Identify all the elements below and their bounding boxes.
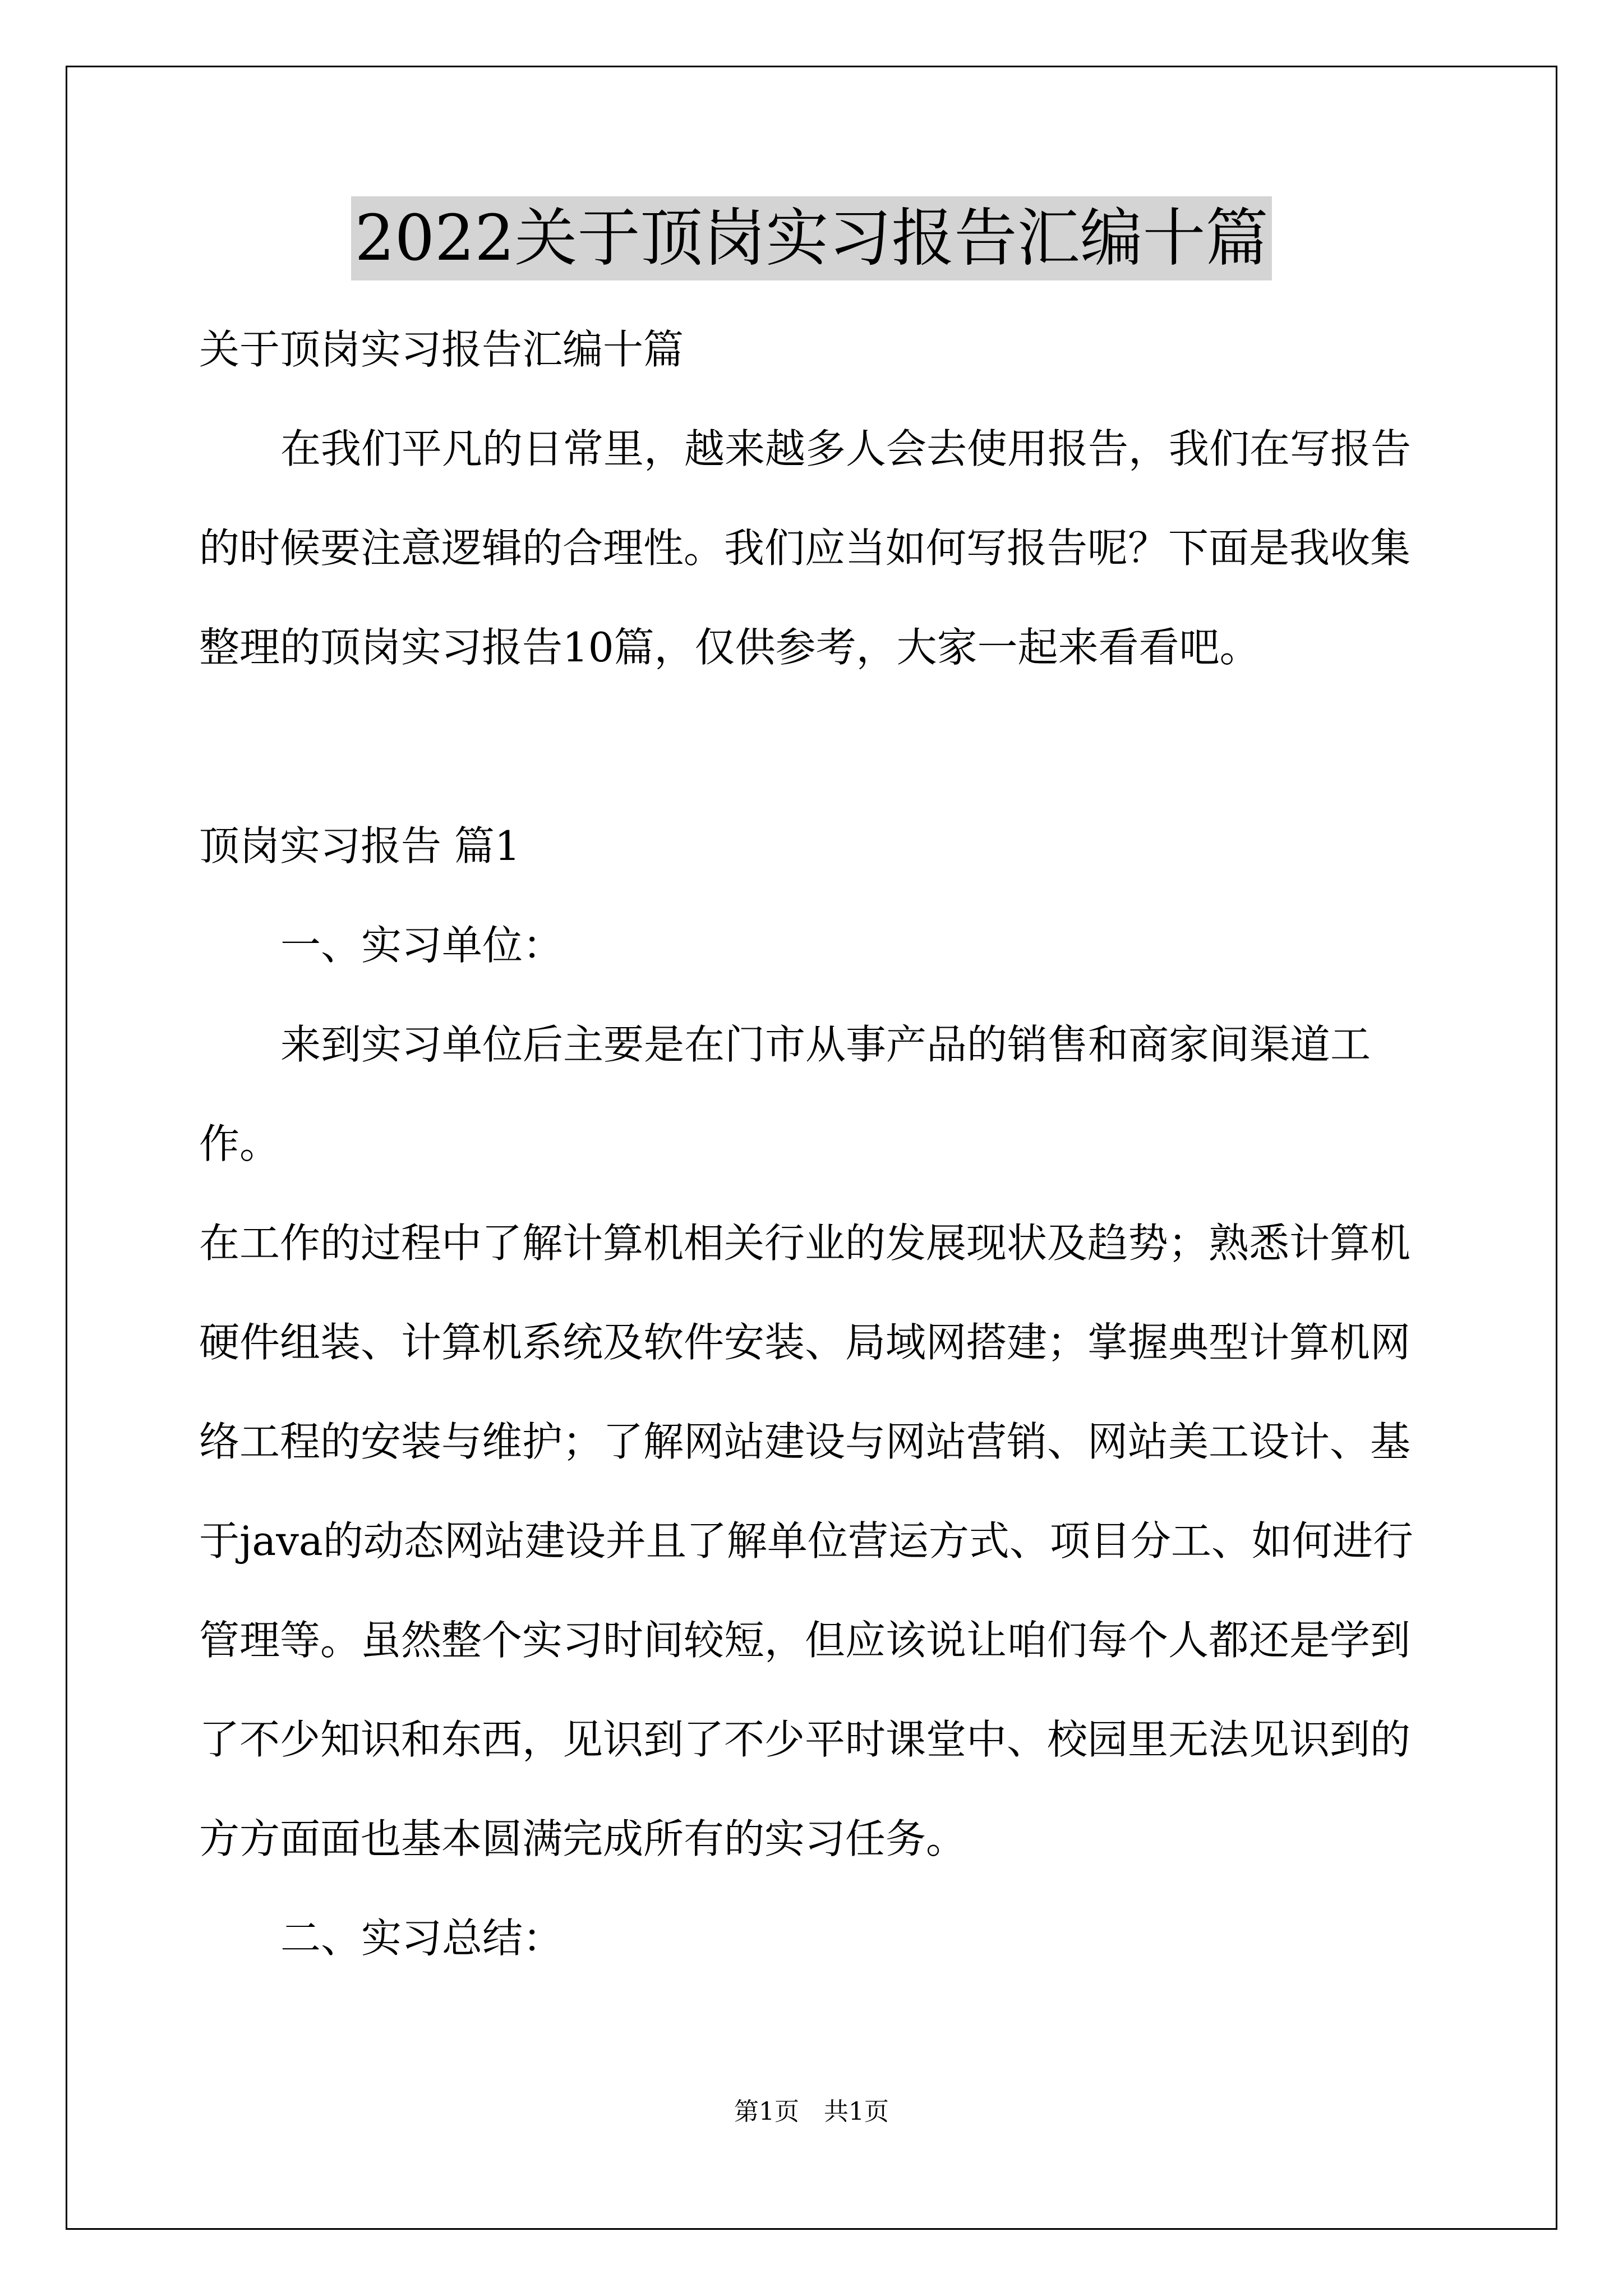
section-heading: 顶岗实习报告 篇1 [199, 822, 520, 869]
document-title: 2022关于顶岗实习报告汇编十篇 [351, 196, 1271, 280]
part1-line-2: 在工作的过程中了解计算机相关行业的发展现状及趋势；熟悉计算机 [199, 1220, 1411, 1267]
intro-line-2: 的时候要注意逻辑的合理性。我们应当如何写报告呢？下面是我收集 [199, 524, 1411, 572]
part1-line-7: 了不少知识和东西，见识到了不少平时课堂中、校园里无法见识到的 [199, 1716, 1411, 1763]
part1-line-6: 管理等。虽然整个实习时间较短，但应该说让咱们每个人都还是学到 [199, 1617, 1411, 1664]
part1-line-4: 络工程的安装与维护；了解网站建设与网站营销、网站美工设计、基 [199, 1418, 1411, 1465]
part1-line-1: 来到实习单位后主要是在门市从事产品的销售和商家间渠道工作。 [199, 1021, 1371, 1167]
page-footer [0, 2095, 1623, 2129]
spacer [199, 697, 1433, 797]
intro-line-3: 整理的顶岗实习报告10篇，仅供参考，大家一起来看看吧。 [199, 624, 1260, 671]
part2-heading: 二、实习总结： [280, 1915, 564, 1962]
page-number: 第1页 共1页 [734, 2097, 889, 2126]
part1-heading: 一、实习单位： [280, 922, 564, 969]
title-container [0, 196, 1623, 280]
intro-line-1: 在我们平凡的日常里，越来越多人会去使用报告，我们在写报告 [280, 425, 1412, 472]
part1-line-3: 硬件组装、计算机系统及软件安装、局域网搭建；掌握典型计算机网 [199, 1319, 1411, 1366]
document-subtitle: 关于顶岗实习报告汇编十篇 [199, 326, 684, 373]
part1-line-8: 方方面面也基本圆满完成所有的实习任务。 [199, 1815, 967, 1862]
part1-line-5: 于java的动态网站建设并且了解单位营运方式、项目分工、如何进行 [199, 1517, 1413, 1565]
document-body [199, 300, 1433, 1988]
